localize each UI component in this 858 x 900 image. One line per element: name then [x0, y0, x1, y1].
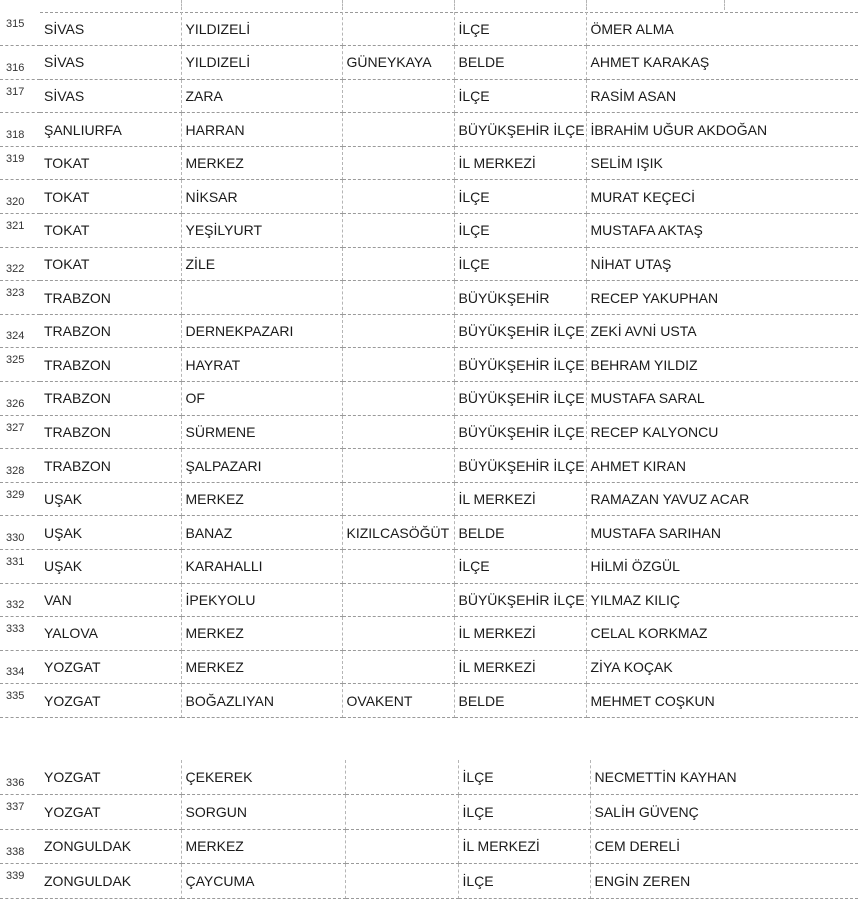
table-row — [0, 684, 858, 718]
district-cell: ÇEKEREK — [181, 760, 345, 795]
town-cell — [342, 650, 454, 684]
candidate-cell: NECMETTİN KAYHAN — [590, 760, 858, 795]
candidate-cell: ZİYA KOÇAK — [586, 650, 858, 684]
row-number: 325 — [0, 348, 40, 382]
row-number: 329 — [0, 482, 40, 516]
candidate-table — [0, 12, 858, 718]
table-row — [0, 449, 858, 483]
district-cell: KARAHALLI — [181, 550, 342, 584]
candidate-cell: RAMAZAN YAVUZ ACAR — [586, 482, 858, 516]
row-number: 318 — [0, 113, 40, 147]
candidate-table — [0, 760, 858, 899]
town-cell — [342, 281, 454, 315]
type-cell: İLÇE — [458, 795, 590, 830]
table-row — [0, 829, 858, 864]
type-cell: BÜYÜKŞEHİR İLÇE — [454, 415, 586, 449]
province-cell: TRABZON — [40, 348, 181, 382]
row-number: 324 — [0, 314, 40, 348]
province-cell: YOZGAT — [40, 795, 181, 830]
district-cell: BOĞAZLIYAN — [181, 684, 342, 718]
table-row — [0, 12, 858, 46]
town-cell — [342, 583, 454, 617]
table-row — [0, 650, 858, 684]
province-cell: TRABZON — [40, 449, 181, 483]
district-cell: HARRAN — [181, 113, 342, 147]
town-cell — [342, 146, 454, 180]
candidate-cell: MUSTAFA SARIHAN — [586, 516, 858, 550]
district-cell: OF — [181, 382, 342, 416]
town-cell — [342, 12, 454, 46]
row-number: 332 — [0, 583, 40, 617]
row-number: 321 — [0, 214, 40, 248]
candidate-cell: SELİM IŞIK — [586, 146, 858, 180]
type-cell: İLÇE — [454, 12, 586, 46]
town-cell — [345, 795, 458, 830]
type-cell: İL MERKEZİ — [454, 617, 586, 651]
type-cell: BÜYÜKŞEHİR — [454, 281, 586, 315]
province-cell: TOKAT — [40, 180, 181, 214]
province-cell: SİVAS — [40, 46, 181, 80]
town-cell — [342, 113, 454, 147]
table-row — [0, 314, 858, 348]
district-cell — [181, 281, 342, 315]
row-number: 336 — [0, 760, 40, 795]
type-cell: BÜYÜKŞEHİR İLÇE — [454, 449, 586, 483]
province-cell: YOZGAT — [40, 650, 181, 684]
town-cell: KIZILCASÖĞÜT — [342, 516, 454, 550]
candidate-cell: ZEKİ AVNİ USTA — [586, 314, 858, 348]
town-cell — [342, 348, 454, 382]
type-cell: BELDE — [454, 516, 586, 550]
candidate-cell: AHMET KARAKAŞ — [586, 46, 858, 80]
table-row — [0, 348, 858, 382]
province-cell: TOKAT — [40, 214, 181, 248]
district-cell: MERKEZ — [181, 617, 342, 651]
province-cell: YOZGAT — [40, 760, 181, 795]
type-cell: BÜYÜKŞEHİR İLÇE — [454, 382, 586, 416]
town-cell — [342, 415, 454, 449]
town-cell — [345, 829, 458, 864]
district-cell: İPEKYOLU — [181, 583, 342, 617]
province-cell: TRABZON — [40, 281, 181, 315]
province-cell: TRABZON — [40, 314, 181, 348]
table-row — [0, 146, 858, 180]
table-row — [0, 795, 858, 830]
district-cell: YEŞİLYURT — [181, 214, 342, 248]
province-cell: UŞAK — [40, 516, 181, 550]
province-cell: ŞANLIURFA — [40, 113, 181, 147]
district-cell: ÇAYCUMA — [181, 864, 345, 899]
candidate-cell: ÖMER ALMA — [586, 12, 858, 46]
table-row — [0, 281, 858, 315]
province-cell: YALOVA — [40, 617, 181, 651]
type-cell: İLÇE — [454, 79, 586, 113]
type-cell: İL MERKEZİ — [458, 829, 590, 864]
province-cell: TOKAT — [40, 146, 181, 180]
district-cell: MERKEZ — [181, 146, 342, 180]
row-number: 327 — [0, 415, 40, 449]
district-cell: HAYRAT — [181, 348, 342, 382]
row-number: 328 — [0, 449, 40, 483]
town-cell — [342, 180, 454, 214]
province-cell: TRABZON — [40, 382, 181, 416]
candidate-cell: AHMET KIRAN — [586, 449, 858, 483]
province-cell: UŞAK — [40, 482, 181, 516]
table-row — [0, 214, 858, 248]
row-number: 339 — [0, 864, 40, 899]
town-cell: OVAKENT — [342, 684, 454, 718]
province-cell: ZONGULDAK — [40, 829, 181, 864]
table-row — [0, 46, 858, 80]
province-cell: UŞAK — [40, 550, 181, 584]
row-number: 338 — [0, 829, 40, 864]
row-number: 331 — [0, 550, 40, 584]
district-cell: SÜRMENE — [181, 415, 342, 449]
district-cell: ŞALPAZARI — [181, 449, 342, 483]
town-cell — [342, 79, 454, 113]
candidate-cell: SALİH GÜVENÇ — [590, 795, 858, 830]
candidate-cell: RASİM ASAN — [586, 79, 858, 113]
type-cell: BÜYÜKŞEHİR İLÇE — [454, 583, 586, 617]
province-cell: TOKAT — [40, 247, 181, 281]
candidate-table-part-1 — [0, 12, 858, 718]
candidate-cell: MUSTAFA AKTAŞ — [586, 214, 858, 248]
town-cell — [342, 314, 454, 348]
town-cell — [342, 214, 454, 248]
type-cell: BELDE — [454, 46, 586, 80]
town-cell — [342, 482, 454, 516]
district-cell: SORGUN — [181, 795, 345, 830]
town-cell: GÜNEYKAYA — [342, 46, 454, 80]
row-number: 334 — [0, 650, 40, 684]
row-number: 316 — [0, 46, 40, 80]
table-row — [0, 516, 858, 550]
table-row — [0, 760, 858, 795]
candidate-cell: MUSTAFA SARAL — [586, 382, 858, 416]
table-row — [0, 247, 858, 281]
row-number: 319 — [0, 146, 40, 180]
type-cell: İLÇE — [454, 214, 586, 248]
table-row — [0, 79, 858, 113]
district-cell: BANAZ — [181, 516, 342, 550]
type-cell: İLÇE — [458, 864, 590, 899]
row-number: 326 — [0, 382, 40, 416]
town-cell — [342, 617, 454, 651]
table-row — [0, 617, 858, 651]
table-row — [0, 864, 858, 899]
candidate-cell: CELAL KORKMAZ — [586, 617, 858, 651]
town-cell — [342, 550, 454, 584]
town-cell — [342, 382, 454, 416]
row-number: 317 — [0, 79, 40, 113]
province-cell: VAN — [40, 583, 181, 617]
candidate-cell: İBRAHİM UĞUR AKDOĞAN — [586, 113, 858, 147]
row-number: 322 — [0, 247, 40, 281]
district-cell: YILDIZELİ — [181, 12, 342, 46]
type-cell: İL MERKEZİ — [454, 482, 586, 516]
type-cell: İLÇE — [454, 550, 586, 584]
table-row — [0, 583, 858, 617]
type-cell: BÜYÜKŞEHİR İLÇE — [454, 348, 586, 382]
province-cell: TRABZON — [40, 415, 181, 449]
table-row — [0, 550, 858, 584]
district-cell: ZİLE — [181, 247, 342, 281]
district-cell: YILDIZELİ — [181, 46, 342, 80]
type-cell: BÜYÜKŞEHİR İLÇE — [454, 314, 586, 348]
candidate-cell: RECEP KALYONCU — [586, 415, 858, 449]
table-row — [0, 415, 858, 449]
town-cell — [342, 247, 454, 281]
type-cell: İL MERKEZİ — [454, 650, 586, 684]
candidate-cell: YILMAZ KILIÇ — [586, 583, 858, 617]
type-cell: BÜYÜKŞEHİR İLÇE — [454, 113, 586, 147]
candidate-cell: HİLMİ ÖZGÜL — [586, 550, 858, 584]
table-row — [0, 180, 858, 214]
district-cell: NİKSAR — [181, 180, 342, 214]
row-number: 333 — [0, 617, 40, 651]
candidate-cell: BEHRAM YILDIZ — [586, 348, 858, 382]
town-cell — [345, 760, 458, 795]
province-cell: ZONGULDAK — [40, 864, 181, 899]
province-cell: YOZGAT — [40, 684, 181, 718]
district-cell: MERKEZ — [181, 650, 342, 684]
table-row — [0, 113, 858, 147]
type-cell: İLÇE — [454, 247, 586, 281]
row-number: 320 — [0, 180, 40, 214]
table-row — [0, 382, 858, 416]
candidate-cell: MURAT KEÇECİ — [586, 180, 858, 214]
candidate-cell: ENGİN ZEREN — [590, 864, 858, 899]
province-cell: SİVAS — [40, 12, 181, 46]
town-cell — [345, 864, 458, 899]
candidate-table-part-2 — [0, 760, 858, 899]
candidate-cell: NİHAT UTAŞ — [586, 247, 858, 281]
district-cell: ZARA — [181, 79, 342, 113]
type-cell: İLÇE — [458, 760, 590, 795]
table-row — [0, 482, 858, 516]
candidate-cell: CEM DERELİ — [590, 829, 858, 864]
row-number: 330 — [0, 516, 40, 550]
town-cell — [342, 449, 454, 483]
type-cell: BELDE — [454, 684, 586, 718]
row-number: 323 — [0, 281, 40, 315]
row-number: 315 — [0, 12, 40, 46]
province-cell: SİVAS — [40, 79, 181, 113]
row-number: 337 — [0, 795, 40, 830]
candidate-cell: MEHMET COŞKUN — [586, 684, 858, 718]
candidate-cell: RECEP YAKUPHAN — [586, 281, 858, 315]
district-cell: DERNEKPAZARI — [181, 314, 342, 348]
type-cell: İL MERKEZİ — [454, 146, 586, 180]
type-cell: İLÇE — [454, 180, 586, 214]
district-cell: MERKEZ — [181, 829, 345, 864]
row-number: 335 — [0, 684, 40, 718]
district-cell: MERKEZ — [181, 482, 342, 516]
